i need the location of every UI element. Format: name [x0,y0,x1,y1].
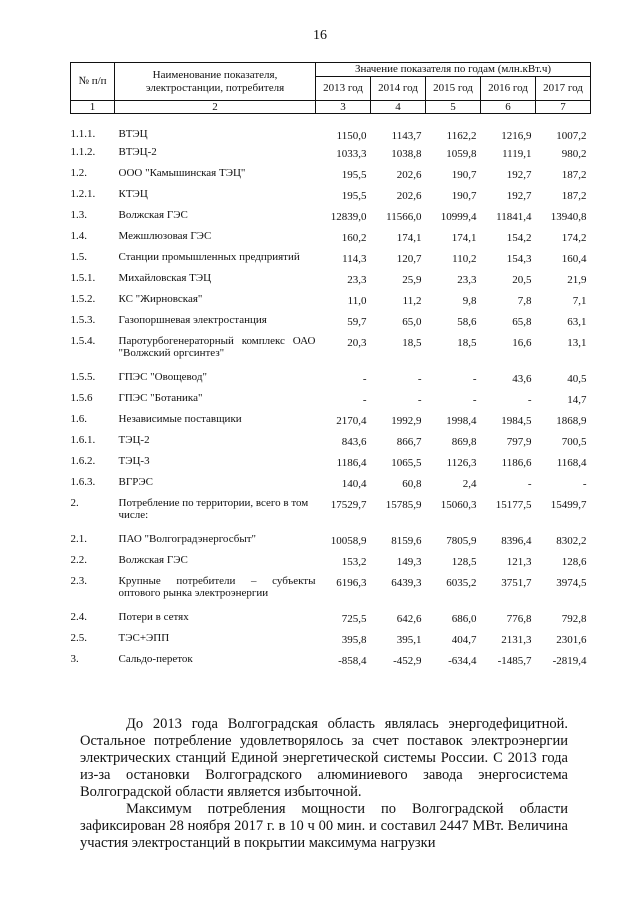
table-row [71,430,591,451]
page-number: 16 [313,28,327,43]
row-value: 1119,1 [502,148,532,161]
row-value: 65,8 [512,316,532,329]
table-row [71,451,591,472]
row-name: Независимые поставщики [118,413,242,426]
row-value: 121,3 [506,556,532,569]
row-value: 202,6 [396,169,422,182]
row-value: 395,8 [341,634,367,647]
row-value: - [582,478,587,491]
row-value: 2,4 [462,478,477,491]
row-value: 187,2 [561,169,587,182]
row-value: 195,5 [341,169,367,182]
row-number: 1.3. [70,209,87,222]
column-number: 7 [536,101,591,114]
row-value: 776,8 [506,613,532,626]
paragraph: Максимум потребления мощности по Волгоградской области зафиксирован 28 ноября 2017 г. в 10 ч 00 мин. и составил 2447 МВт. Величина участия электростанций в покрытии максимума нагрузки [80,801,568,851]
row-value: 1168,4 [556,457,587,470]
row-value: 1216,9 [501,130,532,143]
row-value: 174,1 [396,232,422,245]
table-row [71,310,591,331]
row-value: 395,1 [396,634,422,647]
table-row [71,226,591,247]
column-number: 1 [71,101,115,114]
row-number: 1.6. [70,413,87,426]
row-value: 6439,3 [391,577,422,590]
row-value: 15499,7 [550,499,587,512]
row-value: -452,9 [393,655,422,668]
row-value: 1065,5 [391,457,422,470]
row-value: 14,7 [567,394,587,407]
row-value: 20,3 [347,337,367,350]
row-value: - [527,394,532,407]
header-year: 2014 год [371,77,426,101]
table-row [71,472,591,493]
row-value: 128,5 [451,556,477,569]
row-value: 7805,9 [446,535,477,548]
row-value: 11,2 [402,295,422,308]
table-row [71,628,591,649]
row-name: ВТЭЦ [118,128,148,141]
row-value: - [362,373,367,386]
header-year: 2017 год [536,77,591,101]
row-name: Волжская ГЭС [118,554,188,567]
row-value: 60,8 [402,478,422,491]
row-value: 725,5 [341,613,367,626]
column-number: 4 [371,101,426,114]
table-row [71,205,591,226]
row-value: 114,3 [342,253,367,266]
row-value: 404,7 [451,634,477,647]
row-value: 12839,0 [330,211,367,224]
row-value: - [472,394,477,407]
row-value: 1038,8 [391,148,422,161]
row-number: 1.6.3. [70,476,96,489]
row-value: 1126,3 [446,457,477,470]
row-value: - [417,394,422,407]
row-value: 11566,0 [386,211,422,224]
row-name: КС "Жирновская" [118,293,203,306]
row-name: Сальдо-переток [118,653,193,666]
table-row [71,571,591,607]
row-number: 2.2. [70,554,87,567]
row-name: ГПЭС "Овощевод" [118,371,207,384]
row-value: 23,3 [457,274,477,287]
row-value: 149,3 [396,556,422,569]
row-number: 1.5.6 [70,392,93,405]
row-value: 1186,4 [336,457,367,470]
header-year: 2013 год [316,77,371,101]
row-name: Газопоршневая электростанция [118,314,267,327]
row-value: 187,2 [561,190,587,203]
row-value: 18,5 [457,337,477,350]
row-value: 15177,5 [495,499,532,512]
row-value: 8159,6 [391,535,422,548]
table-row [71,247,591,268]
row-value: 8396,4 [501,535,532,548]
row-value: 160,2 [341,232,367,245]
row-value: 18,5 [402,337,422,350]
row-name: ВГРЭС [118,476,153,489]
row-value: - [527,478,532,491]
row-value: 797,9 [506,436,532,449]
table-row [71,529,591,550]
row-value: 13,1 [567,337,587,350]
row-value: 16,6 [512,337,532,350]
row-value: 1150,0 [336,130,367,143]
row-name: ПАО "Волгоградэнергосбыт" [118,533,257,546]
row-name: ТЭС+ЭПП [118,632,170,645]
header-year: 2016 год [481,77,536,101]
row-value: -2819,4 [552,655,587,668]
row-value: 15060,3 [440,499,477,512]
row-name: ГПЭС "Ботаника" [118,392,203,405]
row-value: 1059,8 [446,148,477,161]
column-number: 3 [316,101,371,114]
row-number: 1.1.2. [70,146,96,159]
row-number: 2.1. [70,533,87,546]
row-value: 1033,3 [336,148,367,161]
row-value: 65,0 [402,316,422,329]
row-value: 3974,5 [556,577,587,590]
row-value: 17529,7 [330,499,367,512]
row-value: 980,2 [561,148,587,161]
row-number: 2. [70,497,79,510]
row-value: 202,6 [396,190,422,203]
table-row [71,114,591,143]
row-value: 1186,6 [501,457,532,470]
row-value: 120,7 [396,253,422,266]
row-name: Паротурбогенераторный комплекс ОАО "Волжский оргсинтез" [118,335,316,360]
body-text [80,716,568,852]
row-value: 700,5 [561,436,587,449]
row-value: 7,8 [517,295,532,308]
row-name: Волжская ГЭС [118,209,188,222]
row-value: 1984,5 [501,415,532,428]
row-value: 13940,8 [550,211,587,224]
row-number: 2.3. [70,575,87,588]
row-number: 1.4. [70,230,87,243]
column-number: 5 [426,101,481,114]
row-number: 1.5.1. [70,272,96,285]
row-value: 792,8 [561,613,587,626]
row-value: - [417,373,422,386]
row-value: 174,1 [451,232,477,245]
row-name: КТЭЦ [118,188,148,201]
table-row [71,493,591,529]
row-value: 866,7 [396,436,422,449]
table-row [71,409,591,430]
row-number: 1.5.4. [70,335,96,348]
row-number: 1.5.2. [70,293,96,306]
row-value: - [362,394,367,407]
row-value: 192,7 [506,169,532,182]
table-row [71,289,591,310]
row-name: Михайловская ТЭЦ [118,272,212,285]
row-number: 1.5.5. [70,371,96,384]
table-row [71,649,591,670]
row-value: 8302,2 [556,535,587,548]
row-value: 869,8 [451,436,477,449]
row-value: 153,2 [341,556,367,569]
row-value: 10058,9 [330,535,367,548]
table-row [71,607,591,628]
row-value: 7,1 [572,295,587,308]
row-value: 59,7 [347,316,367,329]
row-value: 1998,4 [446,415,477,428]
row-value: 2131,3 [501,634,532,647]
row-name: Потребление по территории, всего в том числе: [118,497,309,522]
row-name: ТЭЦ-3 [118,455,150,468]
header-values: Значение показателя по годам (млн.кВт.ч) [316,63,591,77]
table-row [71,163,591,184]
row-name: Станции промышленных предприятий [118,251,300,264]
row-value: 11,0 [347,295,367,308]
row-name: Крупные потребители – субъекты оптового рынка электроэнергии [118,575,316,600]
row-value: 3751,7 [501,577,532,590]
header-name: Наименование показателя, электростанции, потребителя [115,63,316,101]
header-year: 2015 год [426,77,481,101]
row-value: 140,4 [341,478,367,491]
row-value: 9,8 [462,295,477,308]
row-number: 2.5. [70,632,87,645]
row-value: 128,6 [561,556,587,569]
row-value: 1143,7 [391,130,422,143]
row-value: 21,9 [567,274,587,287]
row-value: 1868,9 [556,415,587,428]
row-value: 110,2 [452,253,477,266]
row-value: 20,5 [512,274,532,287]
table-row [71,550,591,571]
row-value: 192,7 [506,190,532,203]
row-number: 1.1.1. [70,128,96,141]
row-value: 10999,4 [440,211,477,224]
row-name: Потери в сетях [118,611,189,624]
row-number: 1.2. [70,167,87,180]
row-value: 15785,9 [385,499,422,512]
row-value: 154,3 [506,253,532,266]
row-value: 843,6 [341,436,367,449]
row-value: - [472,373,477,386]
table-row [71,367,591,388]
row-number: 3. [70,653,79,666]
row-value: -858,4 [338,655,367,668]
row-value: 6196,3 [336,577,367,590]
row-value: 174,2 [561,232,587,245]
row-value: 25,9 [402,274,422,287]
row-value: 195,5 [341,190,367,203]
row-value: 1007,2 [556,130,587,143]
row-value: 154,2 [506,232,532,245]
paragraph: До 2013 года Волгоградская область являлась энергодефицитной. Остальное потребление удовлетворялось за счет поставок электроэнергии электрических станций Единой энергетической системы России. С 2013 года из-за остановки Волгоградского алюминиевого завода энергосистема Волгоградской области является избыточной. [80,716,568,800]
row-name: ТЭЦ-2 [118,434,150,447]
header-number: № п/п [71,63,115,101]
table-row [71,388,591,409]
column-number: 2 [115,101,316,114]
row-number: 1.2.1. [70,188,96,201]
row-value: -1485,7 [497,655,532,668]
row-value: 11841,4 [496,211,532,224]
row-value: 1162,2 [446,130,477,143]
row-number: 1.6.1. [70,434,96,447]
row-value: 2301,6 [556,634,587,647]
row-name: ООО "Камышинская ТЭЦ" [118,167,246,180]
row-value: 190,7 [451,169,477,182]
row-value: 63,1 [567,316,587,329]
row-number: 1.6.2. [70,455,96,468]
row-name: ВТЭЦ-2 [118,146,157,159]
row-name: Межшлюзовая ГЭС [118,230,212,243]
table-row [71,142,591,163]
row-value: 1992,9 [391,415,422,428]
row-value: 6035,2 [446,577,477,590]
row-value: 190,7 [451,190,477,203]
row-number: 1.5. [70,251,87,264]
table-row [71,331,591,367]
row-value: -634,4 [448,655,477,668]
table-body [71,114,591,671]
row-value: 160,4 [561,253,587,266]
row-value: 686,0 [451,613,477,626]
row-number: 1.5.3. [70,314,96,327]
row-number: 2.4. [70,611,87,624]
row-value: 23,3 [347,274,367,287]
row-value: 58,6 [457,316,477,329]
row-value: 2170,4 [336,415,367,428]
table-row [71,268,591,289]
table-row [71,184,591,205]
row-value: 642,6 [396,613,422,626]
row-value: 40,5 [567,373,587,386]
row-value: 43,6 [512,373,532,386]
energy-balance-table [70,62,591,670]
column-number: 6 [481,101,536,114]
